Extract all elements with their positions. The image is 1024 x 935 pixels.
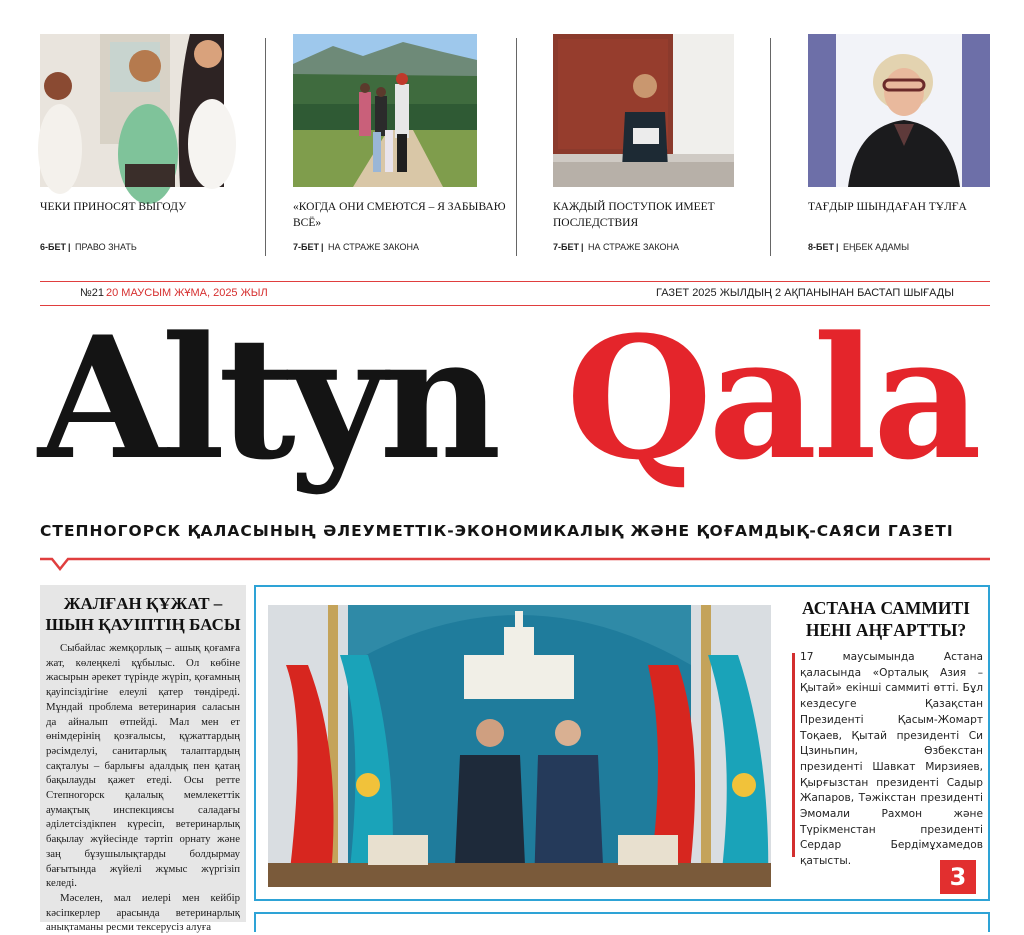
teaser-divider — [516, 38, 517, 256]
left-article-paragraph: Мәселен, мал иелері мен кейбір кәсіпкерлер арасында ветеринарлық анықтаманы ресми тексерусіз алуға — [46, 891, 240, 934]
main-article-headline[interactable]: АСТАНА САММИТІ НЕНІ АҢҒАРТТЫ? — [801, 598, 970, 640]
teaser-divider — [265, 38, 266, 256]
teaser-1-page: 6-БЕТ — [40, 242, 66, 252]
teaser-4-page: 8-БЕТ — [808, 242, 834, 252]
publication-since: ГАЗЕТ 2025 ЖЫЛДЫҢ 2 АҚПАНЫНАН БАСТАП ШЫҒАДЫ — [656, 287, 954, 299]
teaser-2-headline[interactable]: «КОГДА ОНИ СМЕЮТСЯ – Я ЗАБЫВАЮ ВСЁ» — [293, 201, 506, 229]
teaser-2-section: НА СТРАЖЕ ЗАКОНА — [328, 242, 420, 252]
teaser-3-section: НА СТРАЖЕ ЗАКОНА — [588, 242, 680, 252]
left-article-paragraph: Сыбайлас жемқорлық – ашық қоғамға жат, көлеңкелі құбылыс. Ол көбіне жасырын әрекет түрінде жүріп, қоғамның қауіпсіздігіне елеулі қатер төндіреді. Мұндай проблема ветеринария саласын да айналып өтпейді. Мал мен ет өнімдерінің қозғалысы, құжаттардың рәсімделуі, санитарлық талаптардың сақталуы – барлығы адалдық пен қатаң бақылауды қажет етеді. Осы ретте Степногорск қалалық мемлекеттік аумақтық инспекциясы саладағы әділетсіздікпен күресіп, ветеринарлық бақылау жүйесінде тәртіп орнату және заң бұзушылықтарды болдырмау бағытында жүйелі жұмыс жүргізіп келеді. — [46, 642, 240, 890]
teaser-2-page: 7-БЕТ — [293, 242, 319, 252]
masthead-title-qala: Qala — [566, 299, 978, 497]
masthead-title-altyn: Altyn — [38, 299, 495, 497]
teaser-2-meta: 7-БЕТ | НА СТРАЖЕ ЗАКОНА — [293, 242, 420, 252]
main-article-photo[interactable] — [268, 605, 771, 887]
teaser-4-meta: 8-БЕТ | ЕҢБЕК АДАМЫ — [808, 242, 910, 252]
issue-date: 20 МАУСЫМ ЖҰМА, 2025 ЖЫЛ — [106, 287, 268, 299]
next-article-frame — [254, 912, 990, 932]
page-number-badge[interactable]: 3 — [940, 860, 976, 894]
teaser-4-headline[interactable]: ТАҒДЫР ШЫНДАҒАН ТҰЛҒА — [808, 201, 967, 213]
main-article — [254, 585, 990, 901]
left-article-headline[interactable]: ЖАЛҒАН ҚҰЖАТ – ШЫН ҚАУІПТІҢ БАСЫ — [45, 594, 241, 634]
left-article — [40, 585, 246, 934]
teaser-4-photo[interactable] — [808, 34, 990, 187]
teaser-1-section: ПРАВО ЗНАТЬ — [75, 242, 137, 252]
teaser-1-headline[interactable]: ЧЕКИ ПРИНОСЯТ ВЫГОДУ — [40, 201, 187, 213]
teaser-4-section: ЕҢБЕК АДАМЫ — [843, 242, 910, 252]
issue-number: №21 — [80, 287, 105, 299]
main-article-accent-bar — [792, 653, 795, 857]
teaser-2-photo[interactable] — [293, 34, 477, 187]
teaser-3-headline[interactable]: КАЖДЫЙ ПОСТУПОК ИМЕЕТ ПОСЛЕДСТВИЯ — [553, 201, 715, 229]
teaser-1-meta: 6-БЕТ | ПРАВО ЗНАТЬ — [40, 242, 137, 252]
teaser-3-photo[interactable] — [553, 34, 734, 187]
masthead-rule — [40, 556, 990, 576]
teaser-3-meta: 7-БЕТ | НА СТРАЖЕ ЗАКОНА — [553, 242, 680, 252]
masthead-tagline: СТЕПНОГОРСК ҚАЛАСЫНЫҢ ӘЛЕУМЕТТІК-ЭКОНОМИКАЛЫҚ ЖӘНЕ ҚОҒАМДЫҚ-САЯСИ ГАЗЕТІ — [40, 522, 954, 540]
main-article-body: 17 маусымында Астана қаласында «Орталық Азия – Қытай» екінші саммиті өтті. Бұл кездесуге Қазақстан Президенті Қасым-Жомарт Тоқаев, Қытай президенті Си Цзиньпин, Өзбекстан президенті Шавкат Мирзияев, Қырғызстан президенті Садыр Жапаров, Тәжікстан президенті Эмомали Рахмон және Түрікменстан президенті Сердар Бердімұхамедов қатысты. — [800, 651, 983, 868]
teaser-1-photo[interactable] — [40, 34, 224, 187]
teaser-3-page: 7-БЕТ — [553, 242, 579, 252]
left-article-body — [40, 635, 246, 935]
teaser-divider — [770, 38, 771, 256]
